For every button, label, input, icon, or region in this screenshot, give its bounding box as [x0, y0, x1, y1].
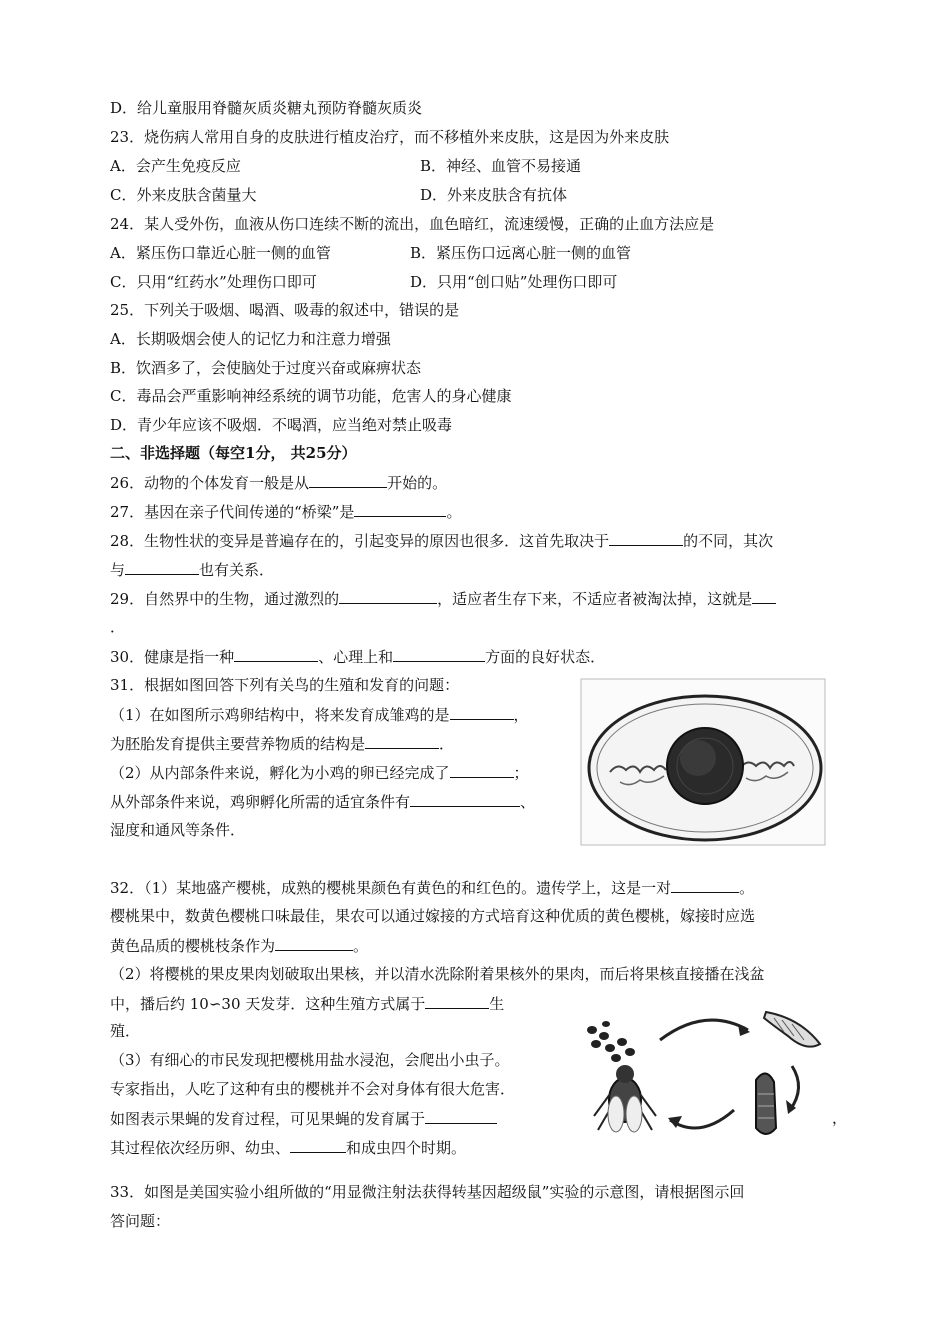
- q32-p3-comma: ，: [832, 1109, 848, 1127]
- q32-blank-1[interactable]: [671, 877, 739, 893]
- q26-tail: 开始的。: [387, 474, 448, 492]
- q31-p1-comma: ，: [513, 706, 529, 724]
- q32-p1-period2: 。: [353, 937, 369, 955]
- q32-part2-line2: [110, 993, 504, 1014]
- q26-blank[interactable]: [309, 472, 387, 488]
- q31-p1-text2: 为胚胎发育提供主要营养物质的结构是: [110, 735, 366, 753]
- q28-text: 28．生物性状的变异是普遍存在的，引起变异的原因也很多．这首先取决于: [110, 532, 610, 550]
- q32-part3-line1: （3）有细心的市民发现把樱桃用盐水浸泡，会爬出小虫子。: [110, 1051, 510, 1069]
- q30-tail: 方面的良好状态．: [485, 648, 606, 666]
- q32-blank-2[interactable]: [275, 935, 353, 951]
- q23-option-a: A．会产生免疫反应: [110, 157, 241, 175]
- q32-p1-text: 32．（1）某地盛产樱桃，成熟的樱桃果颜色有黄色的和红色的。遗传学上，这是一对: [110, 879, 672, 897]
- q31-part2-line3: 湿度和通风等条件．: [110, 821, 246, 839]
- adult-fly-icon: [594, 1065, 656, 1132]
- fruit-fly-lifecycle-figure: [570, 1010, 825, 1145]
- q23-option-d: D．外来皮肤含有抗体: [420, 186, 568, 204]
- q29-mid: ，适应者生存下来，不适应者被淘汰掉，这就是: [437, 590, 753, 608]
- q24-stem: 24．某人受外伤，血液从伤口连续不断的流出，血色暗红，流速缓慢，正确的止血方法应是: [110, 215, 715, 233]
- q32-part3-line4: [110, 1137, 466, 1158]
- q28-with: 与: [110, 561, 126, 579]
- q32-p2-tail: 生: [489, 995, 505, 1013]
- q23-option-b: B．神经、血管不易接通: [420, 157, 582, 175]
- q25-stem: 25．下列关于吸烟、喝酒、吸毒的叙述中，错误的是: [110, 301, 460, 319]
- section-heading: 二、非选择题（每空1分， 共25分）: [110, 444, 357, 462]
- q25-option-c: C．毒品会严重影响神经系统的调节功能，危害人的身心健康: [110, 387, 512, 405]
- q31-blank-3[interactable]: [450, 762, 514, 778]
- q31-stem: 31．根据如图回答下列有关鸟的生殖和发育的问题：: [110, 676, 460, 694]
- q28-line1: [110, 530, 773, 551]
- q28-mid: 的不同，其次: [683, 532, 774, 550]
- q23-stem: 23．烧伤病人常用自身的皮肤进行植皮治疗，而不移植外来皮肤，这是因为外来皮肤: [110, 128, 670, 146]
- q32-p1-period: 。: [739, 879, 755, 897]
- q29-text: 29．自然界中的生物，通过激烈的: [110, 590, 340, 608]
- q32-part1-line3: [110, 935, 368, 956]
- eggs-icon: [587, 1021, 635, 1062]
- q28-blank-1[interactable]: [609, 530, 683, 546]
- q26-text: 26．动物的个体发育一般是从: [110, 474, 310, 492]
- q32-blank-3[interactable]: [425, 993, 489, 1009]
- q33-stem-line2: 答问题：: [110, 1212, 171, 1230]
- q28-blank-2[interactable]: [125, 559, 199, 575]
- q31-part2-line1: [110, 762, 529, 783]
- q31-p1-text: （1）在如图所示鸡卵结构中，将来发育成雏鸡的是: [110, 706, 450, 724]
- q31-part1-line2: [110, 733, 454, 754]
- q31-part2-line2: [110, 791, 535, 812]
- q31-blank-2[interactable]: [365, 733, 439, 749]
- q31-p2-semi: ；: [513, 764, 529, 782]
- q32-part3-line3: [110, 1108, 497, 1129]
- q32-part2-line1: （2）将樱桃的果皮果肉划破取出果核，并以清水洗除附着果核外的果肉，而后将果核直接播在浅盆: [110, 965, 765, 983]
- q24-option-c: C．只用“红药水”处理伤口即可: [110, 273, 317, 291]
- q27-blank[interactable]: [354, 501, 446, 517]
- q32-p3-text4: 其过程依次经历卵、幼虫、: [110, 1139, 291, 1157]
- q31-p2-comma: 、: [520, 793, 536, 811]
- q29-line1: [110, 588, 776, 609]
- q30-blank-1[interactable]: [234, 646, 318, 662]
- q31-part1-line1: [110, 704, 529, 725]
- q32-part3-line2: 专家指出，人吃了这种有虫的樱桃并不会对身体有很大危害．: [110, 1080, 516, 1098]
- q28-tail: 也有关系．: [199, 561, 275, 579]
- q25-option-a: A．长期吸烟会使人的记忆力和注意力增强: [110, 330, 391, 348]
- q27: [110, 501, 461, 522]
- q24-option-b: B．紧压伤口远离心脏一侧的血管: [410, 244, 632, 262]
- q32-part1-line1: [110, 877, 754, 898]
- q27-tail: 。: [446, 503, 462, 521]
- q25-option-b: B．饮酒多了，会使脑处于过度兴奋或麻痹状态: [110, 359, 422, 377]
- q26: [110, 472, 447, 493]
- q29-line2: ．: [110, 618, 126, 636]
- q32-part1-line2: 樱桃果中，数黄色樱桃口味最佳，果农可以通过嫁接的方式培育这种优质的黄色樱桃，嫁接时应选: [110, 907, 756, 925]
- q23-option-c: C．外来皮肤含菌量大: [110, 186, 257, 204]
- q30: [110, 646, 605, 667]
- q27-text: 27．基因在亲子代间传递的“桥梁”是: [110, 503, 355, 521]
- q29-blank-2[interactable]: [752, 588, 776, 604]
- q32-p1-text3: 黄色品质的樱桃枝条作为: [110, 937, 276, 955]
- q33-stem-line1: 33．如图是美国实验小组所做的“用显微注射法获得转基因超级鼠”实验的示意图，请根据图示回: [110, 1183, 745, 1201]
- q24-option-d: D．只用“创口贴”处理伤口即可: [410, 273, 618, 291]
- q22-option-d: D．给儿童服用脊髓灰质炎糖丸预防脊髓灰质炎: [110, 99, 423, 117]
- q31-p2-text2: 从外部条件来说，鸡卵孵化所需的适宜条件有: [110, 793, 411, 811]
- q32-p3-tail: 和成虫四个时期。: [346, 1139, 467, 1157]
- q28-line2: [110, 559, 274, 580]
- q31-p2-text: （2）从内部条件来说，孵化为小鸡的卵已经完成了: [110, 764, 450, 782]
- q32-blank-5[interactable]: [290, 1137, 346, 1153]
- q30-mid: 、心理上和: [318, 648, 394, 666]
- q31-blank-4[interactable]: [410, 791, 520, 807]
- q30-blank-2[interactable]: [393, 646, 485, 662]
- q31-p1-period: ．: [439, 735, 455, 753]
- q32-p2-text: 中，播后约 10∽30 天发芽．这种生殖方式属于: [110, 995, 426, 1013]
- q32-part2-line3: 殖．: [110, 1022, 141, 1040]
- q24-option-a: A．紧压伤口靠近心脏一侧的血管: [110, 244, 331, 262]
- q29-blank-1[interactable]: [339, 588, 437, 604]
- q32-p3-text: 如图表示果蝇的发育过程，可见果蝇的发育属于: [110, 1110, 426, 1128]
- q30-text: 30．健康是指一种: [110, 648, 235, 666]
- egg-structure-figure: [580, 678, 826, 846]
- q32-blank-4[interactable]: [425, 1108, 497, 1124]
- q31-blank-1[interactable]: [450, 704, 514, 720]
- q25-option-d: D．青少年应该不吸烟．不喝酒，应当绝对禁止吸毒: [110, 416, 453, 434]
